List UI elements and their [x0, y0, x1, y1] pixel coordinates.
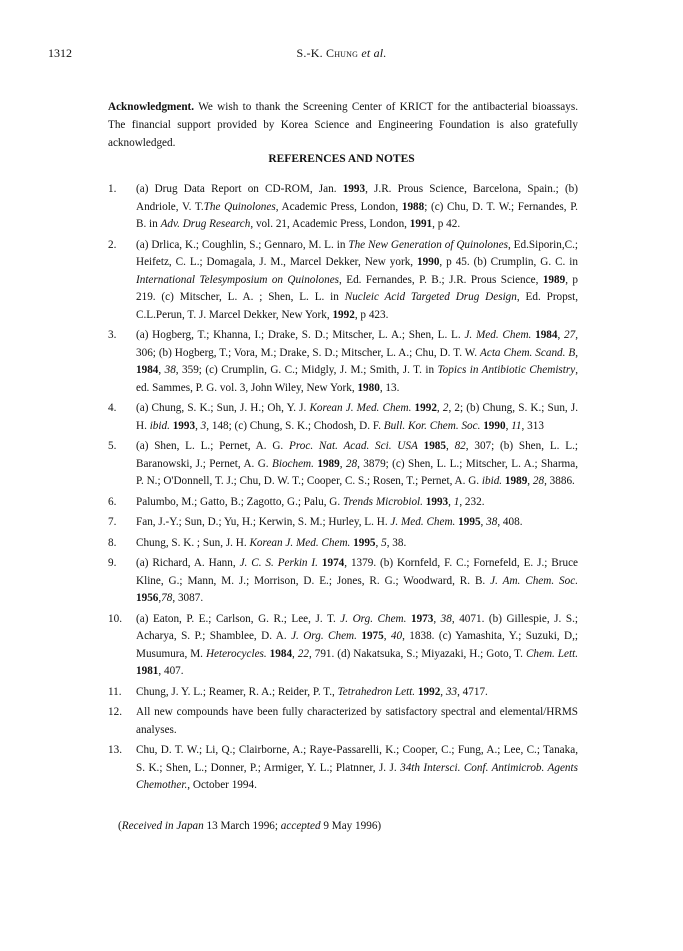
reference-text-part: , 3087. [172, 592, 204, 604]
reference-text-part: 1975 [361, 630, 384, 642]
reference-text-part: 38 [440, 612, 452, 625]
reference-item [108, 494, 578, 512]
acknowledgment-heading: Acknowledgment. [108, 101, 195, 113]
reference-text-part: (a) Hogberg, T.; Khanna, I.; Drake, S. D.; Mitscher, L. A.; Shen, L. L. [136, 329, 465, 341]
reference-text-part: (a) Richard, A. Hann, [136, 557, 240, 569]
reference-text-part: Nucleic Acid Targeted Drug Design [344, 291, 517, 303]
reference-item [108, 181, 578, 234]
reference-text-part: (a) Drug Data Report on CD-ROM, Jan. [136, 183, 343, 195]
reference-text [136, 400, 578, 435]
received-label: Received in Japan [121, 820, 204, 832]
reference-text-part: (a) Eaton, P. E.; Carlson, G. R.; Lee, J. T. [136, 612, 341, 625]
reference-text-part: 22 [297, 647, 309, 660]
reference-text-part: Chu, D. T. W.; Li, Q.; Clairborne, A.; Raye-Passarelli, K.; Cooper, C.; Fung, A.; Lee, C.; Tanaka, S. K.; Shen, L.; Donner, P.; Armiger, Y. L.; Platnner, J. J. [136, 744, 578, 774]
reference-item [108, 400, 578, 435]
reference-text-part: , [158, 364, 165, 376]
reference-text-part: 38 [164, 364, 176, 376]
reference-text-part: 1992 [332, 308, 355, 321]
reference-text-part: , 13. [379, 381, 400, 394]
reference-text-part: , 1838. (c) Yamashita, Y.; Suzuki, D,; Musumura, M. [136, 630, 578, 660]
reference-text-part: 1984 [136, 364, 159, 376]
reference-text-part: J. C. S. Perkin I. [239, 557, 318, 569]
reference-text [136, 555, 578, 608]
reference-text-part: , 791. (d) Nakatsuka, S.; Miyazaki, H.; Goto, T. [308, 647, 526, 660]
reference-text-part: J. Am. Chem. Soc. [490, 574, 578, 587]
reference-text [136, 237, 578, 325]
reference-number: 9. [108, 557, 117, 569]
reference-text-part: , 148; (c) Chung, S. K.; Chodosh, D. F. [206, 419, 384, 432]
reference-text-part: , 307; (b) Shen, L. L.; Baranowski, J.; Pernet, A. G. [136, 440, 578, 470]
reference-text-part: 1956 [136, 592, 159, 604]
reference-text-part: 33 [445, 685, 458, 698]
reference-text-part: 1991 [409, 218, 433, 230]
reference-text-part: , [433, 612, 441, 625]
reference-text-part: All new compounds have been fully characterized by satisfactory spectral and elemental/HRMS analyses. [136, 706, 578, 736]
reference-text-part: , [527, 475, 533, 487]
reference-text-part: 40 [390, 630, 403, 642]
reference-text-part: , [436, 402, 443, 414]
reference-text-part: , [445, 440, 455, 452]
reference-number: 3. [108, 329, 117, 341]
reference-text [136, 704, 578, 739]
reference-item [108, 611, 578, 681]
reference-text-part: , p 219. (c) Mitscher, L. A. ; Shen, L. L. in [136, 273, 578, 303]
reference-number: 12. [108, 706, 122, 718]
reference-text-part: , [440, 685, 446, 698]
reference-number: 10. [108, 612, 122, 625]
reference-text-part: 27 [564, 329, 576, 341]
reference-text-part: , 38. [386, 536, 407, 549]
reference-number: 8. [108, 536, 117, 549]
reference-text-part: , Ed.Siporin,C.; Heifetz, C. L.; Domagala, J. M., Marcel Dekker, New york, [136, 238, 578, 268]
reference-text-part: , Ed. Fernandes, P. B.; J.R. Prous Science, [339, 273, 543, 286]
accepted-date: 9 May 1996) [320, 820, 382, 832]
reference-text-part: (a) Drlica, K.; Coughlin, S.; Gennaro, M. L. in [136, 238, 349, 251]
reference-text-part: , 306; (b) Hogberg, T.; Vora, M.; Drake, S. D.; Mitscher, L. A.; Chu, D. T. W. [136, 329, 579, 359]
reference-text [136, 742, 578, 795]
reference-text-part: ibid. [481, 475, 503, 487]
reference-text-part: 1992 [414, 402, 437, 414]
reference-text-part: 1995 [353, 536, 376, 549]
reference-text-part: 38 [486, 516, 498, 528]
reference-text-part: 1974 [321, 557, 345, 569]
reference-text-part: 1990 [483, 419, 506, 432]
page-number: 1312 [48, 46, 72, 60]
reference-text-part: 1990 [417, 256, 440, 268]
reference-text-part: Trends Microbiol. [342, 495, 423, 508]
reference-text-part: Biochem. [272, 457, 314, 470]
acknowledgment-text: We wish to thank the Screening Center of KRICT for the antibacterial bioassays. The financial support provided by Korea Science and Engineering Foundation is also gratefully acknowledged. [108, 101, 578, 149]
reference-item [108, 327, 578, 397]
reference-item [108, 704, 578, 739]
reference-text [136, 535, 578, 553]
reference-number: 11. [108, 685, 122, 698]
reference-text-part: , 2; (b) Chung, S. K.; Sun, J. H. [136, 402, 579, 432]
reference-text-part: (a) Shen, L. L.; Pernet, A. G. [136, 440, 289, 452]
reference-text-part: Heterocycles. [205, 647, 267, 660]
reference-text-part: , p 45. (b) Crumplin, G. C. in [439, 256, 578, 268]
reference-text-part: Korean J. Med. Chem. [249, 536, 351, 549]
reference-text-part: The New Generation of Quinolones [348, 238, 508, 251]
reference-text [136, 438, 578, 491]
reference-text-part: 78 [161, 592, 173, 604]
reference-text-part: 34th Intersci. Conf. Antimicrob. Agents Chemother. [136, 761, 578, 791]
running-head-author-smallcaps: hung [334, 46, 359, 60]
reference-text [136, 684, 578, 702]
reference-text [136, 611, 578, 681]
reference-text-part: , 408. [497, 516, 523, 528]
reference-text-part: , [292, 647, 298, 660]
reference-text-part: , 1379. (b) Kornfeld, F. C.; Fornefeld, E. J.; Bruce Kline, G.; Mann, M. J.; Morrison, D. E.; Jones, R. G.; Woodward, R. B. [136, 557, 579, 587]
reference-number: 5. [108, 440, 117, 452]
reference-text-part: Korean J. Med. Chem. [309, 402, 412, 414]
reference-text-part: , [575, 346, 578, 359]
reference-text-part: (a) Chung, S. K.; Sun, J. H.; Oh, Y. J. [136, 402, 310, 414]
running-head-author: S.-K. C [296, 46, 335, 60]
reference-text-part: , Ed. Propst, C.L.Perun, T. J. Marcel Dekker, New York, [136, 291, 578, 321]
reference-text-part: 28 [345, 457, 358, 470]
reference-text-part: , 4071. (b) Gillespie, J. S.; Acharya, S. P.; Shamblee, D. A. [136, 612, 578, 642]
reference-text-part: 1973 [410, 612, 434, 625]
reference-number: 6. [108, 495, 117, 508]
running-head [0, 46, 683, 61]
reference-text-part: J. Org. Chem. [340, 612, 407, 625]
reference-text-part: Chem. Lett. [525, 647, 578, 660]
references-title: REFERENCES AND NOTES [268, 153, 415, 165]
reference-text-part: The Quinolones [203, 200, 276, 213]
reference-text-part: 1984 [535, 329, 558, 341]
reference-text-part: International Telesymposium on Quinolones [136, 273, 340, 286]
reference-text-part: , vol. 21, Academic Press, London, [250, 218, 410, 230]
reference-text-part: Adv. Drug Research [160, 218, 251, 230]
reference-text-part: , [339, 457, 346, 470]
reference-text-part: ibid. [149, 419, 170, 432]
reference-text-part: 11 [511, 419, 522, 432]
reference-text-part: , 359; (c) Crumplin, G. C.; Midgly, J. M.; Smith, J. T. in [175, 364, 438, 376]
received-line [118, 820, 381, 832]
reference-text-part: , ed. Sammes, P. G. vol. 3, John Wiley, New York, [136, 364, 579, 394]
reference-text-part: , 407. [158, 665, 184, 677]
reference-text-part: , [448, 495, 454, 508]
reference-text-part: Proc. Nat. Acad. Sci. USA [289, 440, 418, 452]
reference-text-part: , [480, 516, 487, 528]
reference-text-part: ; (c) Chu, D. T. W.; Fernandes, P. B. in [136, 200, 578, 230]
reference-item [108, 742, 578, 795]
reference-text-part: , [505, 419, 512, 432]
reference-text-part: Topics in Antibiotic Chemistry [437, 364, 576, 376]
references-list [108, 181, 578, 798]
reference-text-part: Bull. Kor. Chem. Soc. [383, 419, 481, 432]
accepted-label: accepted [280, 820, 321, 832]
reference-text-part: 2 [442, 402, 449, 414]
reference-item [108, 237, 578, 325]
reference-text-part: 1985 [423, 440, 446, 452]
acknowledgment-paragraph [108, 98, 578, 152]
reference-number: 13. [108, 744, 122, 756]
reference-item [108, 514, 578, 532]
reference-text [136, 181, 578, 234]
reference-text-part: 1992 [417, 685, 441, 698]
reference-text-part: Fan, J.-Y.; Sun, D.; Yu, H.; Kerwin, S. M.; Hurley, L. H. [136, 516, 391, 528]
reference-text-part: Tetrahedron Lett. [337, 685, 416, 698]
reference-number: 4. [108, 402, 117, 414]
reference-number: 1. [108, 183, 117, 195]
reference-number: 2. [108, 238, 117, 251]
reference-text-part: , p 423. [354, 308, 389, 321]
reference-text-part: , 232. [459, 495, 485, 508]
running-head-etal: et al. [361, 46, 387, 60]
reference-text-part: 5 [381, 536, 387, 549]
reference-item [108, 684, 578, 702]
reference-number: 7. [108, 516, 117, 528]
reference-text [136, 514, 578, 532]
reference-text-part: , 313 [521, 419, 544, 432]
reference-text-part: , [383, 630, 391, 642]
reference-text-part: J. Med. Chem. [390, 516, 456, 528]
reference-text [136, 327, 578, 397]
reference-text-part: 1993 [342, 183, 366, 195]
reference-text-part: , J.R. Prous Science, Barcelona, Spain.; (b) Andriole, V. T. [136, 183, 578, 213]
reference-text-part: Chung, J. Y. L.; Reamer, R. A.; Reider, P. T., [136, 685, 338, 698]
reference-text-part: Chung, S. K. ; Sun, J. H. [136, 536, 250, 549]
reference-item [108, 555, 578, 608]
reference-text-part: , 3886. [544, 475, 575, 487]
reference-text-part: 1989 [317, 457, 340, 470]
reference-text-part: 1980 [357, 381, 380, 394]
reference-text-part: , 3879; (c) Shen, L. L.; Mitscher, L. A.; Sharma, P. N.; O'Donnell, T. J.; Chu, D. W. T.; Cooper, C. S.; Rosen, T.; Pernet, A. G. [136, 457, 579, 487]
reference-text-part: , [195, 419, 201, 432]
reference-text-part: 82 [454, 440, 466, 452]
reference-text-part: 1989 [542, 273, 566, 286]
received-open: ( [118, 820, 122, 832]
reference-text-part: 1984 [269, 647, 293, 660]
reference-text-part: 1993 [425, 495, 449, 508]
reference-text-part: J. Org. Chem. [291, 630, 357, 642]
reference-text-part: 1 [453, 495, 460, 508]
reference-text-part: 1995 [458, 516, 481, 528]
reference-text-part: 1988 [401, 200, 425, 213]
received-date: 13 March 1996; [203, 820, 281, 832]
reference-text-part: , p 42. [432, 218, 461, 230]
reference-text-part: 1993 [172, 419, 196, 432]
reference-text-part: , October 1994. [187, 779, 257, 791]
reference-text-part: , 4717. [457, 685, 488, 698]
reference-text-part: , [158, 592, 162, 604]
reference-text-part: 1981 [136, 665, 159, 677]
reference-item [108, 438, 578, 491]
reference-text-part: 28 [532, 475, 545, 487]
reference-text-part: Acta Chem. Scand. B [480, 346, 576, 359]
reference-text-part: , Academic Press, London, [275, 200, 402, 213]
reference-text-part: , [375, 536, 382, 549]
reference-text-part: J. Med. Chem. [464, 329, 532, 341]
reference-item [108, 535, 578, 553]
reference-text-part: 1989 [504, 475, 528, 487]
reference-text-part: , [557, 329, 565, 341]
reference-text-part: Palumbo, M.; Gatto, B.; Zagotto, G.; Palu, G. [136, 495, 343, 508]
reference-text [136, 494, 578, 512]
reference-text-part: 3 [200, 419, 207, 432]
